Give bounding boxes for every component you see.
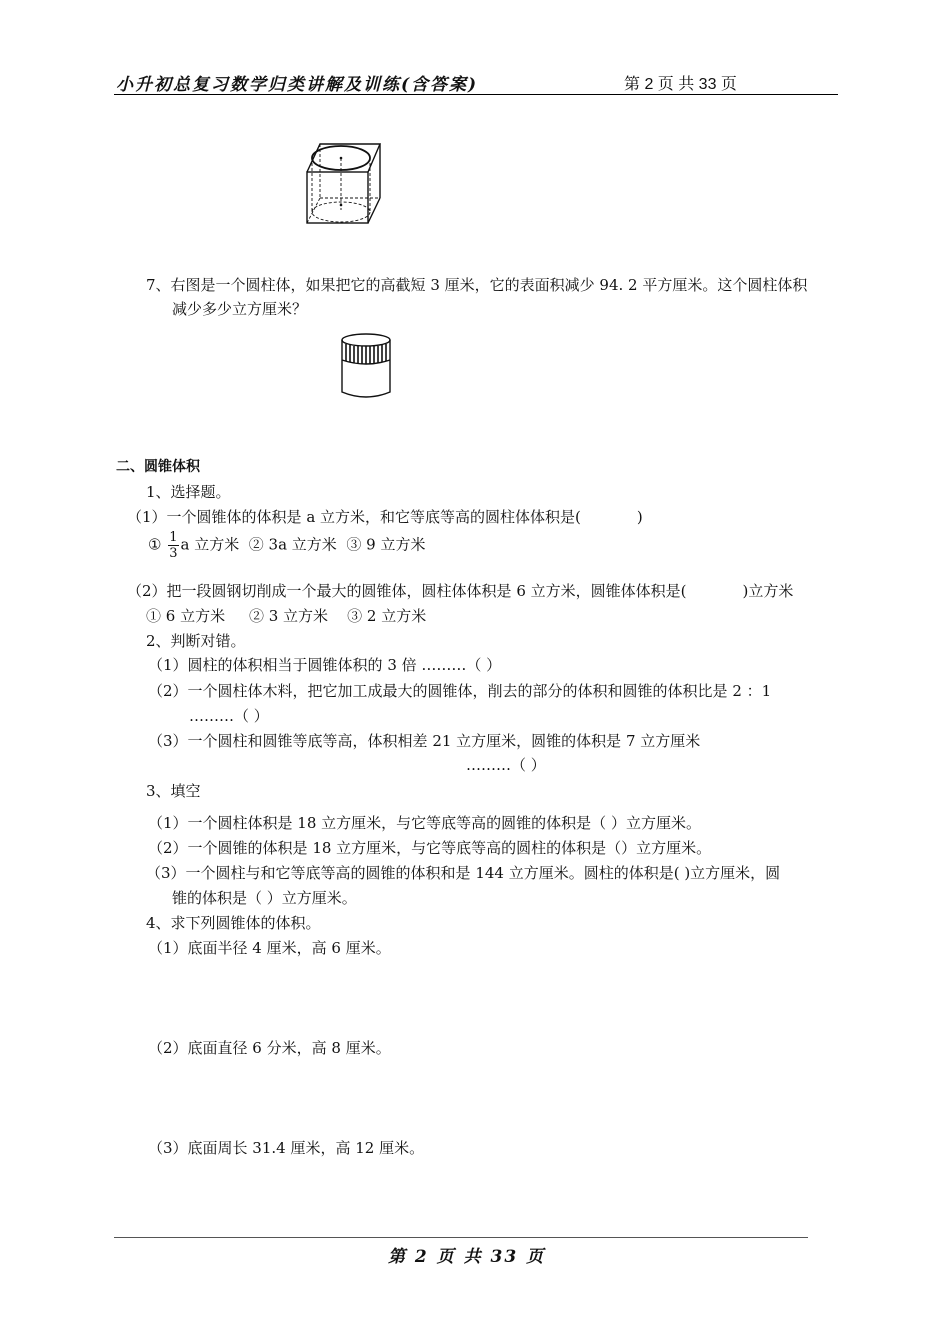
choice-q1-option3: ③ 9 立方米 <box>346 535 426 554</box>
judge-q3-line2: ………（ ） <box>466 756 546 774</box>
choice-q1-text: （1）一个圆锥体的体积是 a 立方米，和它等底等高的圆柱体体积是( <box>127 508 581 526</box>
footer-divider <box>114 1237 808 1238</box>
choice-q1-option2: ② 3a 立方米 <box>248 535 337 554</box>
q7-line1: 7、右图是一个圆柱体，如果把它的高截短 3 厘米，它的表面积减少 94. 2 平方厘米。这个圆柱体积 <box>146 276 808 294</box>
choice-q2-text: （2）把一段圆钢切削成一个最大的圆锥体，圆柱体体积是 6 立方米，圆锥体体积是( <box>127 582 687 600</box>
footer-page-number: 第 2 页 共 33 页 <box>388 1247 546 1267</box>
fill-q3-line1: （3）一个圆柱与和它等底等高的圆锥的体积和是 144 立方厘米。圆柱的体积是( )立方厘米，圆 <box>146 864 781 882</box>
choice-q1-option1: a 立方米 <box>180 535 240 554</box>
fill-q2: （2）一个圆锥的体积是 18 立方厘米，与它等底等高的圆柱的体积是（）立方厘米。 <box>148 839 712 857</box>
section-title: 二、圆锥体积 <box>116 459 200 475</box>
choice-q2-options <box>146 605 426 626</box>
fill-q1: （1）一个圆柱体积是 18 立方厘米，与它等底等高的圆锥的体积是（ ）立方厘米。 <box>148 814 701 832</box>
calc-q1: （1）底面半径 4 厘米，高 6 厘米。 <box>148 939 391 957</box>
choice-q2-close: )立方米 <box>742 582 794 600</box>
calc-q2: （2）底面直径 6 分米，高 8 厘米。 <box>148 1039 391 1057</box>
choice-q1-option1-label: ① <box>148 535 162 554</box>
cylinder-jar-figure <box>336 328 396 402</box>
fill-q3-line2: 锥的体积是（ ）立方厘米。 <box>172 889 357 907</box>
header-page-number: 第 2 页 共 33 页 <box>624 76 737 93</box>
choice-q1 <box>127 506 643 527</box>
header-divider <box>114 94 838 95</box>
cube-cylinder-figure <box>300 140 385 226</box>
choice-q2-option1: ① 6 立方米 <box>146 607 226 625</box>
choice-q2-option2: ② 3 立方米 <box>248 607 329 625</box>
choice-q2-option3: ③ 2 立方米 <box>347 607 427 625</box>
choice-q1-close: ) <box>636 508 643 526</box>
part3-title: 3、填空 <box>146 782 201 800</box>
header-title: 小升初总复习数学归类讲解及训练(含答案) <box>116 75 479 95</box>
part4-title: 4、求下列圆锥体的体积。 <box>146 914 321 932</box>
choice-q1-options <box>148 530 425 561</box>
part2-title: 2、判断对错。 <box>146 632 246 650</box>
judge-q3-line1: （3）一个圆柱和圆锥等底等高，体积相差 21 立方厘米，圆锥的体积是 7 立方厘米 <box>148 732 701 750</box>
part1-title: 1、选择题。 <box>146 483 231 501</box>
judge-q2-line1: （2）一个圆柱体木料，把它加工成最大的圆锥体，削去的部分的体积和圆锥的体积比是 2 ：1 <box>148 682 772 700</box>
calc-q3: （3）底面周长 31.4 厘米，高 12 厘米。 <box>148 1139 425 1157</box>
fraction-one-third: $\frac{1}{3}$ <box>169 530 178 561</box>
judge-q2-line2: ………（ ） <box>189 707 269 725</box>
judge-q1: （1）圆柱的体积相当于圆锥体积的 3 倍 ………（ ） <box>148 656 502 674</box>
choice-q2 <box>127 580 793 601</box>
q7-line2: 减少多少立方厘米？ <box>172 300 308 318</box>
